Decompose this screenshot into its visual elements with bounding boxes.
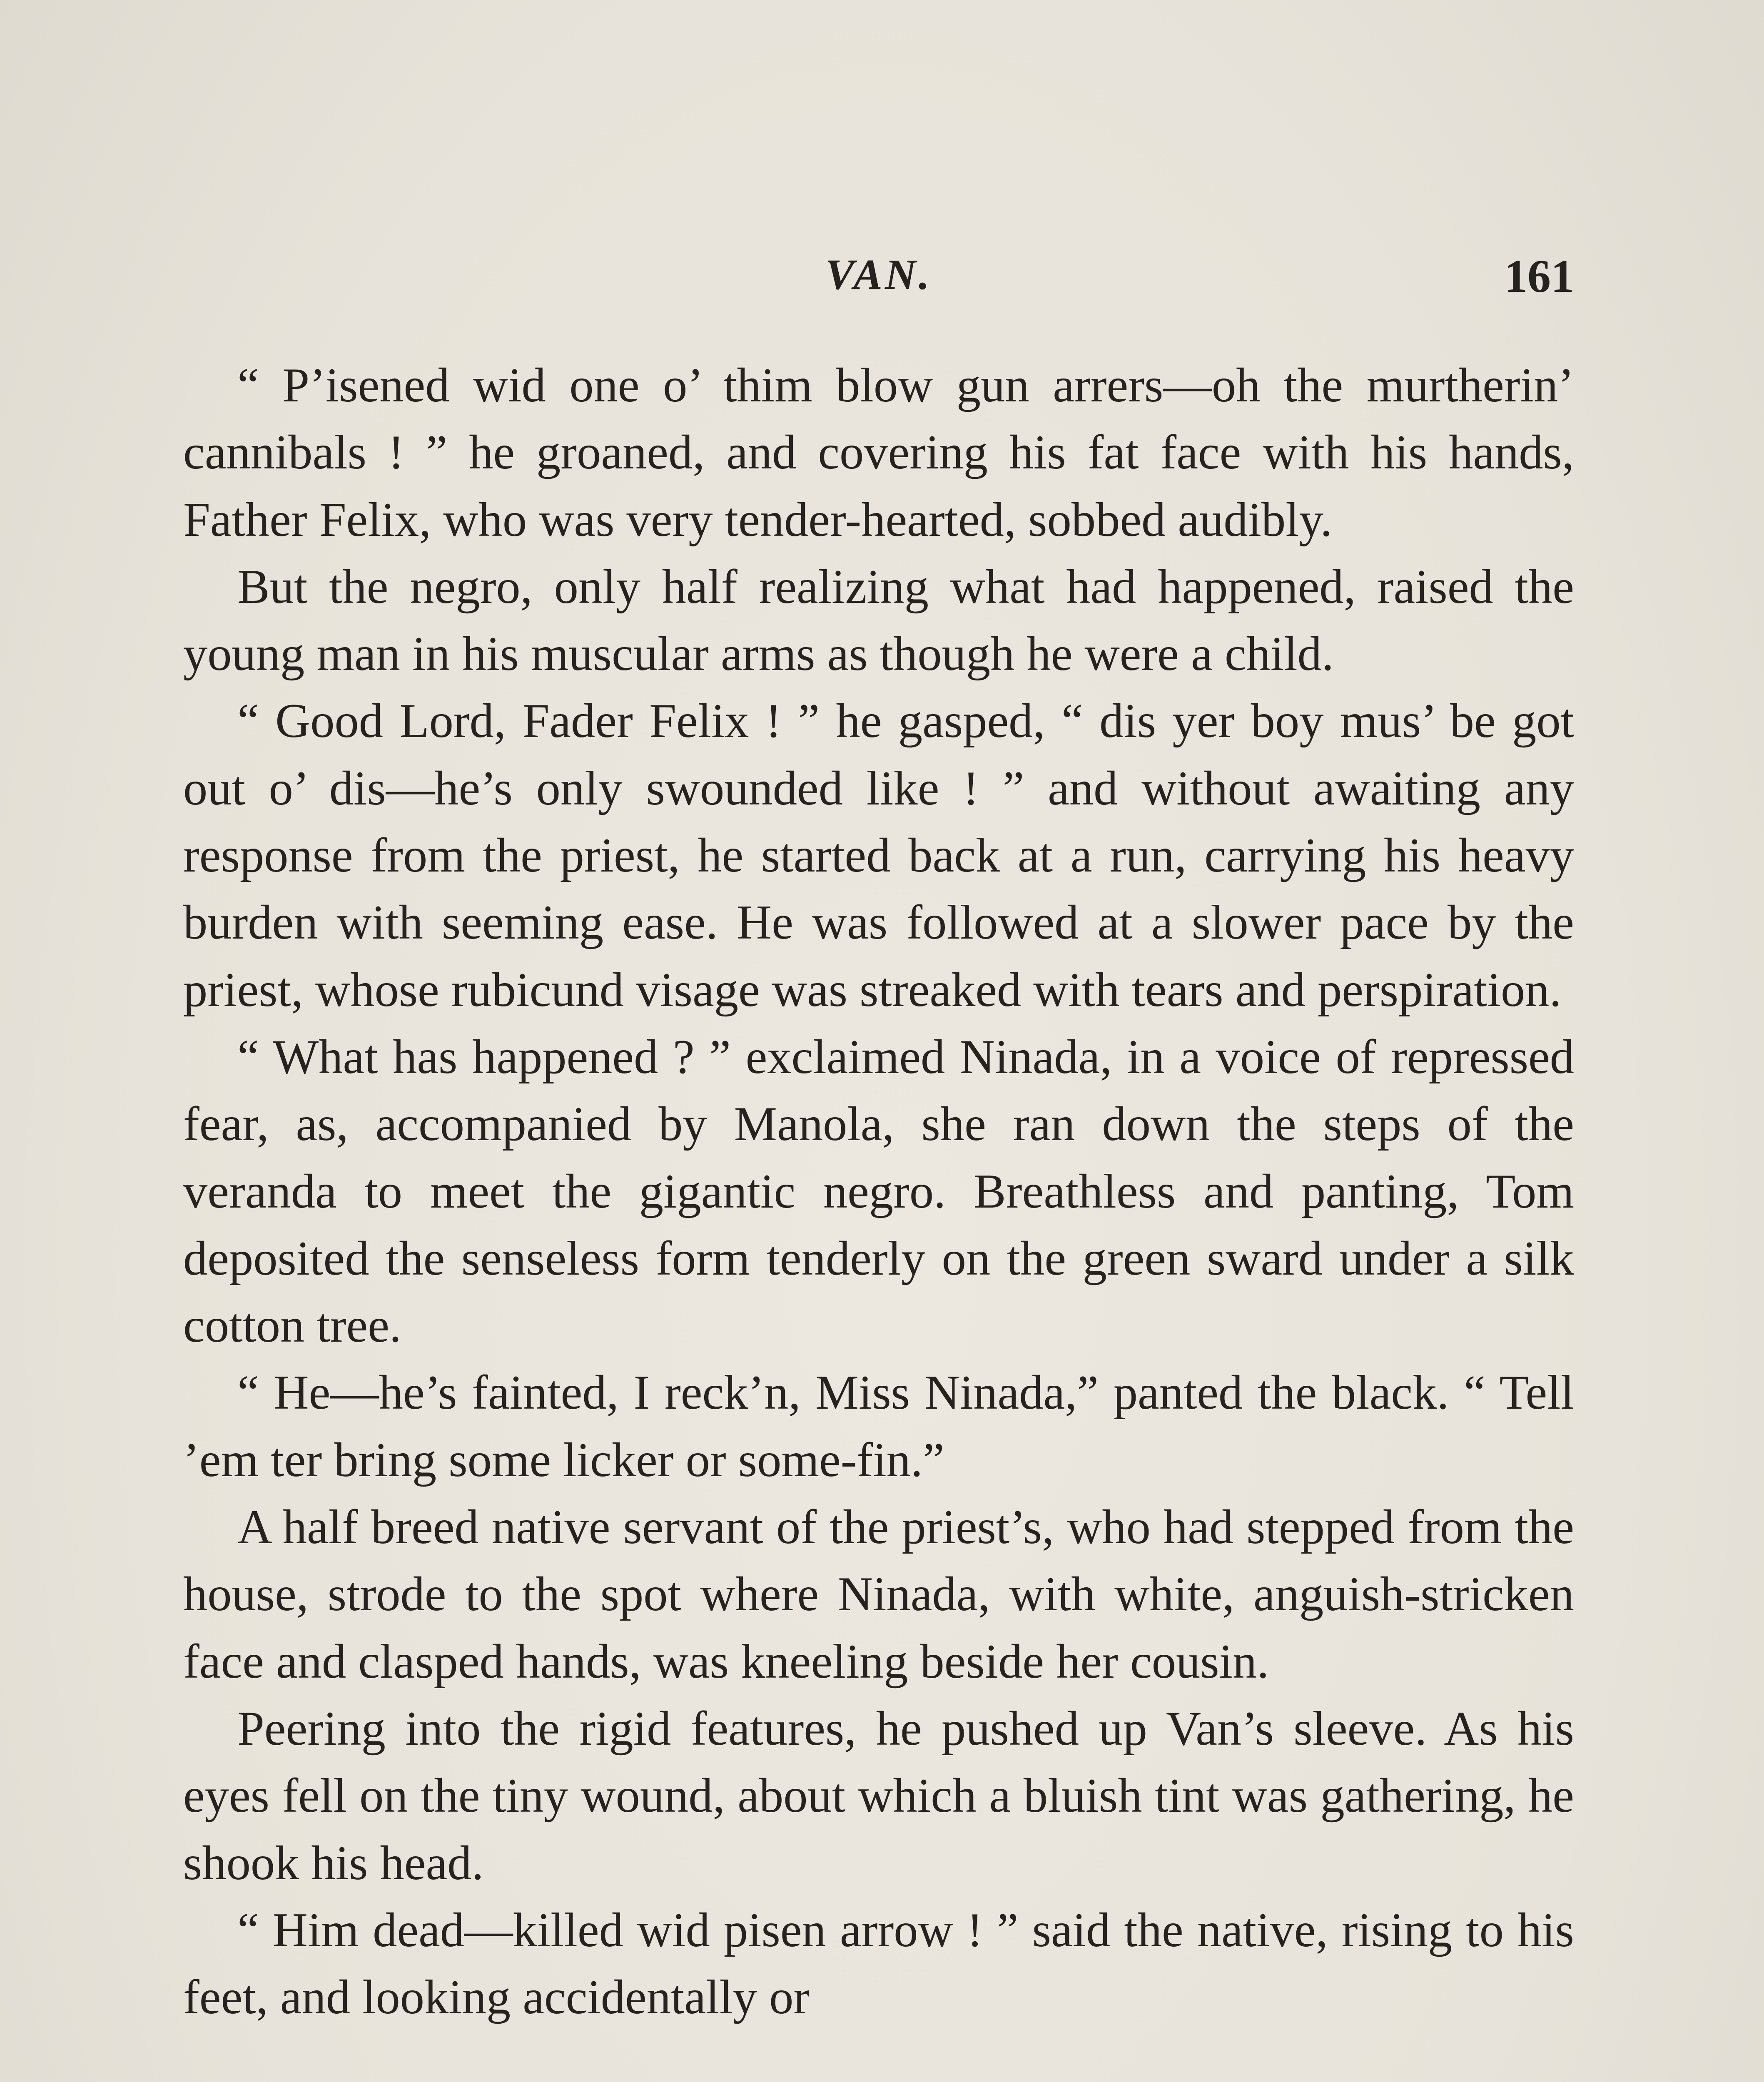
paragraph: Peering into the rigid features, he pushed up Van’s sleeve. As his eyes fell on the tiny wound, about which a bluish tint was gathering, he shook his head. bbox=[183, 1701, 1574, 1890]
paragraph: A half breed native servant of the priest’s, who had stepped from the house, strode to the spot where Ninada, with white, anguish-stricken face and clasped hands, was kneeling beside her cousin. bbox=[183, 1500, 1574, 1689]
running-title: VAN. bbox=[825, 251, 932, 299]
paragraph: “ P’isened wid one o’ thim blow gun arrers—oh the murtherin’ cannibals ! ” he groaned, and covering his fat face with his hands, Father Felix, who was very tender-hearted, sobbed audibly. bbox=[183, 359, 1574, 547]
page-number: 161 bbox=[1504, 251, 1574, 302]
body-text bbox=[183, 352, 1574, 2031]
paragraph: “ Good Lord, Fader Felix ! ” he gasped, “ dis yer boy mus’ be got out o’ dis—he’s only swounded like ! ” and without awaiting any response from the priest, he started back at a run, carrying his heavy burden with seeming ease. He was followed at a slower pace by the priest, whose rubicund visage was streaked with tears and perspiration. bbox=[183, 694, 1574, 1017]
paragraph: “ What has happened ? ” exclaimed Ninada, in a voice of repressed fear, as, accompanied by Manola, she ran down the steps of the veranda to meet the gigantic negro. Breathless and panting, Tom deposited the senseless form tenderly on the green sward under a silk cotton tree. bbox=[183, 1030, 1574, 1353]
running-head bbox=[183, 250, 1574, 316]
paragraph: But the negro, only half realizing what had happened, raised the young man in his muscular arms as though he were a child. bbox=[183, 560, 1574, 681]
paragraph: “ He—he’s fainted, I reck’n, Miss Ninada,” panted the black. “ Tell ’em ter bring some licker or some-fin.” bbox=[183, 1366, 1574, 1487]
paragraph: “ Him dead—killed wid pisen arrow ! ” said the native, rising to his feet, and looking accidentally or bbox=[183, 1903, 1574, 2025]
